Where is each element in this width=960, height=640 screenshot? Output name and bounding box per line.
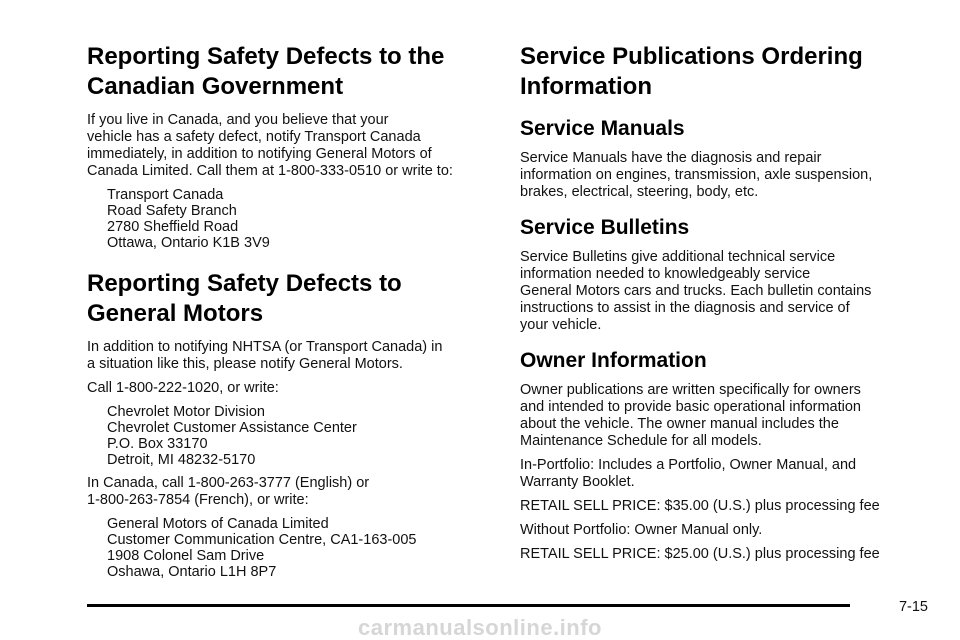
- in-portfolio-paragraph: In-Portfolio: Includes a Portfolio, Owner Manual, and Warranty Booklet.: [520, 457, 857, 490]
- address-line: 2780 Sheffield Road: [107, 219, 239, 235]
- gm-intro-paragraph: In addition to notifying NHTSA (or Transport Canada) in a situation like this, please notify General Motors.: [87, 339, 443, 372]
- footer-rule: [87, 604, 850, 607]
- address-line: Detroit, MI 48232-5170: [107, 452, 256, 468]
- without-portfolio-paragraph: Without Portfolio: Owner Manual only.: [520, 522, 763, 538]
- page-number: 7-15: [898, 599, 928, 615]
- canada-paragraph: If you live in Canada, and you believe that your vehicle has a safety defect, notify Transport Canada immediately, in addition to notifying General Motors of Canada Limited. Call them at 1-800-333-0510 or write to:: [87, 112, 453, 179]
- address-line: Oshawa, Ontario L1H 8P7: [107, 564, 277, 580]
- heading-line: General Motors: [87, 300, 264, 327]
- transport-canada-address: [107, 187, 492, 251]
- owner-info-paragraph: Owner publications are written specifically for owners and intended to provide basic operational information about the vehicle. The owner manual includes the Maintenance Schedule for all models.: [520, 382, 861, 449]
- heading-service-publications: [520, 42, 930, 102]
- heading-line: Reporting Safety Defects to the: [87, 43, 445, 70]
- heading-line: Canadian Government: [87, 73, 344, 100]
- address-line: General Motors of Canada Limited: [107, 516, 329, 532]
- address-line: 1908 Colonel Sam Drive: [107, 548, 265, 564]
- address-line: P.O. Box 33170: [107, 436, 208, 452]
- price-without-portfolio: RETAIL SELL PRICE: $25.00 (U.S.) plus processing fee: [520, 546, 880, 562]
- address-line: Chevrolet Customer Assistance Center: [107, 420, 357, 436]
- heading-owner-information: Owner Information: [520, 349, 707, 372]
- right-column: [520, 42, 930, 570]
- heading-general-motors: [87, 269, 492, 329]
- chevrolet-address: [107, 404, 492, 468]
- address-line: Ottawa, Ontario K1B 3V9: [107, 235, 270, 251]
- gm-canada-address: [107, 516, 492, 580]
- service-bulletins-paragraph: Service Bulletins give additional technical service information needed to knowledgeably service General Motors cars and trucks. Each bulletin contains instructions to assist in the diagnosis and service of your vehicle.: [520, 249, 872, 333]
- watermark: carmanualsonline.info: [358, 616, 602, 640]
- heading-line: Service Publications Ordering: [520, 43, 863, 70]
- heading-line: Reporting Safety Defects to: [87, 270, 402, 297]
- service-manuals-paragraph: Service Manuals have the diagnosis and repair information on engines, transmission, axle suspension, brakes, electrical, steering, body, etc.: [520, 150, 873, 200]
- canada-call-paragraph: In Canada, call 1-800-263-3777 (English) or 1-800-263-7854 (French), or write:: [87, 475, 370, 508]
- heading-service-manuals: Service Manuals: [520, 117, 685, 140]
- address-line: Customer Communication Centre, CA1-163-005: [107, 532, 417, 548]
- heading-line: Information: [520, 73, 652, 100]
- heading-canadian-government: [87, 42, 492, 102]
- heading-service-bulletins: Service Bulletins: [520, 216, 690, 239]
- price-with-portfolio: RETAIL SELL PRICE: $35.00 (U.S.) plus processing fee: [520, 498, 880, 514]
- gm-call-paragraph: Call 1-800-222-1020, or write:: [87, 380, 279, 396]
- address-line: Chevrolet Motor Division: [107, 404, 265, 420]
- address-line: Road Safety Branch: [107, 203, 237, 219]
- address-line: Transport Canada: [107, 187, 224, 203]
- left-column: [87, 42, 492, 587]
